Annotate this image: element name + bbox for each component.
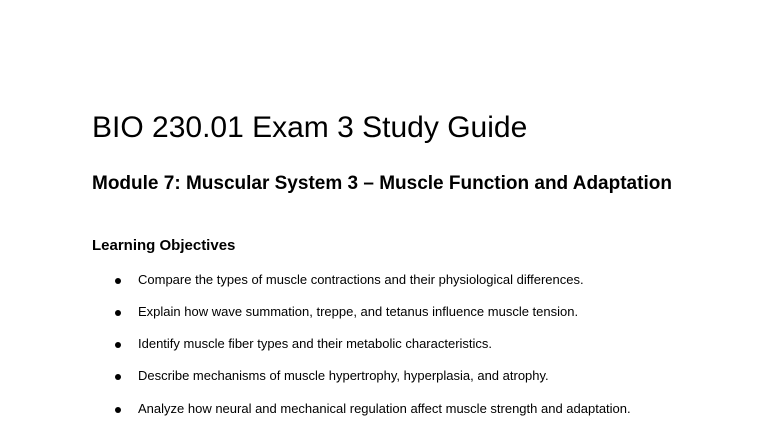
bullet-icon	[115, 310, 121, 316]
bullet-icon	[115, 342, 121, 348]
learning-objectives-heading: Learning Objectives	[92, 237, 236, 254]
objective-text: Describe mechanisms of muscle hypertrophy, hyperplasia, and atrophy.	[138, 368, 549, 383]
objective-text: Analyze how neural and mechanical regulation affect muscle strength and adaptation.	[138, 401, 631, 416]
objective-text: Identify muscle fiber types and their metabolic characteristics.	[138, 336, 493, 351]
bullet-icon	[115, 374, 121, 380]
bullet-icon	[115, 278, 121, 284]
document-title: BIO 230.01 Exam 3 Study Guide	[92, 111, 528, 144]
module-heading: Module 7: Muscular System 3 – Muscle Function and Adaptation	[92, 173, 672, 194]
objective-text: Compare the types of muscle contractions and their physiological differences.	[138, 272, 584, 287]
objective-text: Explain how wave summation, treppe, and tetanus influence muscle tension.	[138, 304, 579, 319]
bullet-icon	[115, 407, 121, 413]
